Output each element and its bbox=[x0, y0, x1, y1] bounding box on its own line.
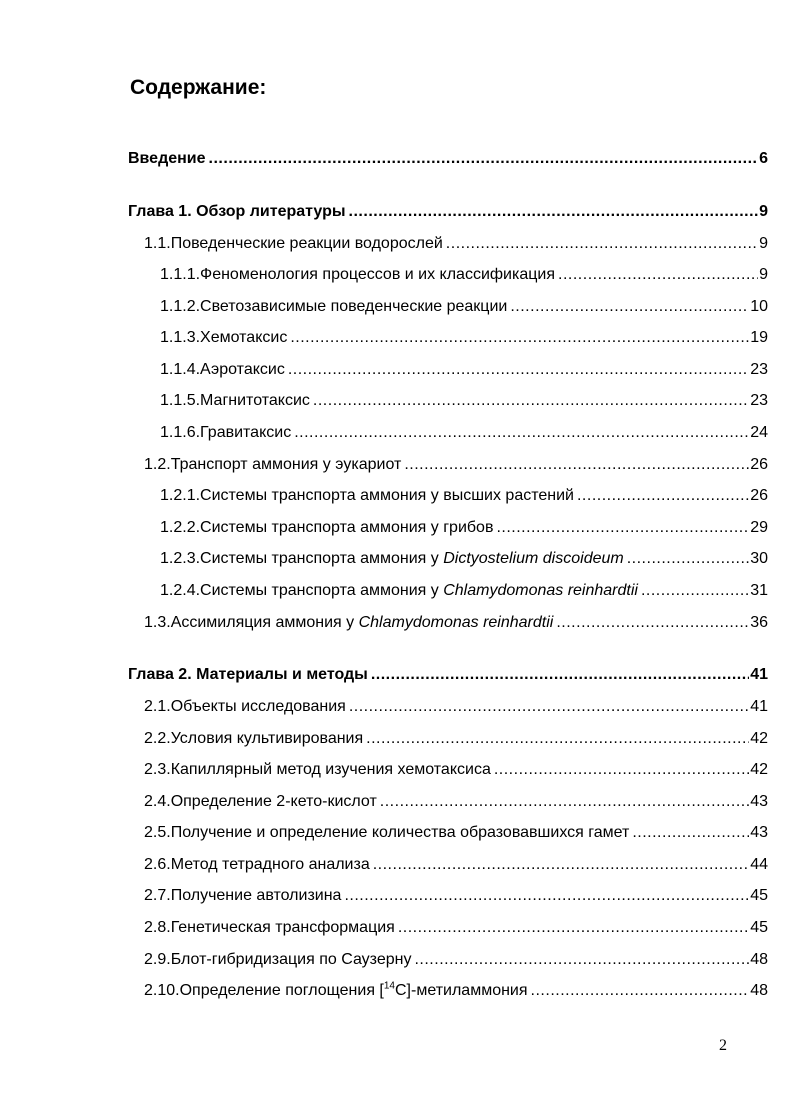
leader-dots bbox=[531, 980, 750, 1002]
toc-entry-title: Системы транспорта аммония у грибов bbox=[200, 519, 494, 536]
toc-entry-title: Введение bbox=[128, 150, 206, 167]
toc-entry-title: Транспорт аммония у эукариот bbox=[170, 456, 402, 473]
leader-dots bbox=[446, 233, 758, 255]
toc-entry-page: 41 bbox=[750, 698, 768, 715]
leader-dots bbox=[294, 422, 749, 444]
toc-entry-number: 1.2.2. bbox=[160, 519, 201, 536]
toc-entry-title: Магнитотаксис bbox=[200, 392, 310, 409]
toc-entry-title: Блот-гибридизация по Саузерну bbox=[170, 951, 412, 968]
leader-dots bbox=[641, 580, 749, 602]
leader-dots bbox=[556, 612, 749, 634]
leader-dots bbox=[496, 517, 749, 539]
toc-entry-page: 23 bbox=[750, 392, 768, 409]
toc-entry-page: 29 bbox=[750, 519, 768, 536]
toc-entry-page: 43 bbox=[750, 793, 768, 810]
toc-entry-title: Определение поглощения [$^{14}$C]-метиламмония bbox=[179, 980, 528, 999]
toc-entry-page: 44 bbox=[750, 856, 768, 873]
toc-entry-page: 10 bbox=[750, 298, 768, 315]
toc-entry-page: 6 bbox=[759, 150, 768, 167]
toc-entry-number: 2.9. bbox=[144, 951, 171, 968]
superscript: 14 bbox=[383, 980, 395, 992]
toc-entry-page: 9 bbox=[759, 235, 768, 252]
toc-entry bbox=[144, 917, 768, 939]
toc-entry-number: 1.1. bbox=[144, 235, 171, 252]
toc-entry-number: 2.1. bbox=[144, 698, 171, 715]
toc-entry-page: 45 bbox=[750, 919, 768, 936]
toc-entry bbox=[160, 548, 768, 570]
toc-entry bbox=[160, 264, 768, 286]
toc-entry-page: 26 bbox=[750, 456, 768, 473]
leader-dots bbox=[414, 949, 749, 971]
toc-entry-page: 45 bbox=[750, 887, 768, 904]
toc-entry bbox=[128, 148, 768, 170]
leader-dots bbox=[371, 664, 749, 686]
toc-entry-page: 41 bbox=[750, 666, 768, 683]
toc-entry-number: 1.2.3. bbox=[160, 550, 201, 567]
leader-dots bbox=[510, 296, 749, 318]
toc-entry bbox=[144, 233, 768, 255]
toc-entry bbox=[144, 949, 768, 971]
toc-entry bbox=[144, 728, 768, 750]
toc-entry-number: 1.1.6. bbox=[160, 424, 201, 441]
toc-entry bbox=[144, 822, 768, 844]
toc-entry-number: 2.5. bbox=[144, 824, 171, 841]
toc-entry bbox=[160, 580, 768, 602]
toc-entry bbox=[128, 201, 768, 223]
toc-entry-number: 2.2. bbox=[144, 730, 171, 747]
toc-entry bbox=[128, 664, 768, 686]
toc-entry-title: Хемотаксис bbox=[200, 329, 288, 346]
toc-entry-number: 2.10. bbox=[144, 982, 180, 999]
toc-entry-page: 43 bbox=[750, 824, 768, 841]
leader-dots bbox=[577, 485, 749, 507]
toc-entry-title: Системы транспорта аммония у Dictyostelium discoideum bbox=[200, 550, 624, 567]
leader-dots bbox=[494, 759, 749, 781]
toc-entry-title: Генетическая трансформация bbox=[170, 919, 395, 936]
leader-dots bbox=[558, 264, 758, 286]
toc-entry-number: 2.7. bbox=[144, 887, 171, 904]
leader-dots bbox=[366, 728, 749, 750]
toc-entry-title: Поведенческие реакции водорослей bbox=[170, 235, 443, 252]
toc-entry bbox=[144, 454, 768, 476]
toc-entry-title: Получение автолизина bbox=[170, 887, 342, 904]
toc-entry-title: Светозависимые поведенческие реакции bbox=[200, 298, 508, 315]
toc-entry-title: Ассимиляция аммония у Chlamydomonas reinhardtii bbox=[170, 614, 554, 631]
toc-entry-page: 30 bbox=[750, 550, 768, 567]
toc-entry-page: 23 bbox=[750, 361, 768, 378]
toc-entry bbox=[160, 422, 768, 444]
toc-entry-page: 36 bbox=[750, 614, 768, 631]
toc-entry-title: Глава 2. Материалы и методы bbox=[128, 666, 368, 683]
toc-entry-title: Аэротаксис bbox=[200, 361, 285, 378]
toc-entry-number: 1.2. bbox=[144, 456, 171, 473]
toc-entry-title: Капиллярный метод изучения хемотаксиса bbox=[170, 761, 491, 778]
toc-entry-number: 2.4. bbox=[144, 793, 171, 810]
species-name: Chlamydomonas reinhardtii bbox=[358, 614, 554, 631]
toc-entry-title: Феноменология процессов и их классификация bbox=[200, 266, 556, 283]
toc-entry bbox=[144, 854, 768, 876]
leader-dots bbox=[404, 454, 749, 476]
leader-dots bbox=[290, 327, 749, 349]
toc-entry-title: Системы транспорта аммония у высших растений bbox=[200, 487, 574, 504]
toc-entry-number: 1.2.1. bbox=[160, 487, 201, 504]
toc-entry-page: 9 bbox=[759, 266, 768, 283]
toc-entry bbox=[160, 359, 768, 381]
leader-dots bbox=[209, 148, 759, 170]
page-title: Содержание: bbox=[130, 76, 267, 99]
toc-entry-title: Системы транспорта аммония у Chlamydomonas reinhardtii bbox=[200, 582, 638, 599]
toc-entry-page: 19 bbox=[750, 329, 768, 346]
leader-dots bbox=[344, 885, 749, 907]
leader-dots bbox=[627, 548, 749, 570]
toc-entry-page: 48 bbox=[750, 951, 768, 968]
toc-entry-number: 1.2.4. bbox=[160, 582, 201, 599]
toc-entry-page: 26 bbox=[750, 487, 768, 504]
toc-entry-number: 1.3. bbox=[144, 614, 171, 631]
toc-entry-title: Глава 1. Обзор литературы bbox=[128, 203, 346, 220]
toc-entry bbox=[144, 885, 768, 907]
toc-entry-title: Определение 2-кето-кислот bbox=[170, 793, 377, 810]
toc-entry-page: 9 bbox=[759, 203, 768, 220]
toc-entry-page: 31 bbox=[750, 582, 768, 599]
toc-entry-page: 42 bbox=[750, 730, 768, 747]
leader-dots bbox=[373, 854, 749, 876]
toc-entry-number: 2.6. bbox=[144, 856, 171, 873]
toc-entry-number: 2.8. bbox=[144, 919, 171, 936]
leader-dots bbox=[349, 201, 759, 223]
leader-dots bbox=[288, 359, 749, 381]
species-name: Dictyostelium discoideum bbox=[443, 550, 624, 567]
toc-entry-title: Получение и определение количества образовавшихся гамет bbox=[170, 824, 630, 841]
toc-entry-number: 1.1.5. bbox=[160, 392, 201, 409]
toc-entry-number: 1.1.4. bbox=[160, 361, 201, 378]
toc-entry-title: Метод тетрадного анализа bbox=[170, 856, 370, 873]
toc-entry-number: 1.1.1. bbox=[160, 266, 201, 283]
toc-entry bbox=[144, 791, 768, 813]
leader-dots bbox=[398, 917, 749, 939]
toc-entry bbox=[144, 696, 768, 718]
toc-entry bbox=[160, 517, 768, 539]
toc-entry-number: 1.1.2. bbox=[160, 298, 201, 315]
toc-entry-page: 48 bbox=[750, 982, 768, 999]
toc-entry-page: 24 bbox=[750, 424, 768, 441]
page-number: 2 bbox=[719, 1037, 727, 1054]
toc-entry-title: Условия культивирования bbox=[170, 730, 364, 747]
toc-entry-title: Объекты исследования bbox=[170, 698, 346, 715]
toc-entry-number: 2.3. bbox=[144, 761, 171, 778]
toc-entry bbox=[144, 612, 768, 634]
toc-entry-title: Гравитаксис bbox=[200, 424, 292, 441]
leader-dots bbox=[313, 390, 749, 412]
toc-entry-number: 1.1.3. bbox=[160, 329, 201, 346]
toc-entry bbox=[144, 980, 768, 1002]
leader-dots bbox=[632, 822, 749, 844]
toc-entry bbox=[160, 390, 768, 412]
species-name: Chlamydomonas reinhardtii bbox=[443, 582, 638, 599]
toc-entry-page: 42 bbox=[750, 761, 768, 778]
toc-entry bbox=[160, 327, 768, 349]
toc-entry bbox=[160, 485, 768, 507]
leader-dots bbox=[349, 696, 749, 718]
toc-entry bbox=[144, 759, 768, 781]
leader-dots bbox=[380, 791, 749, 813]
toc-entry bbox=[160, 296, 768, 318]
